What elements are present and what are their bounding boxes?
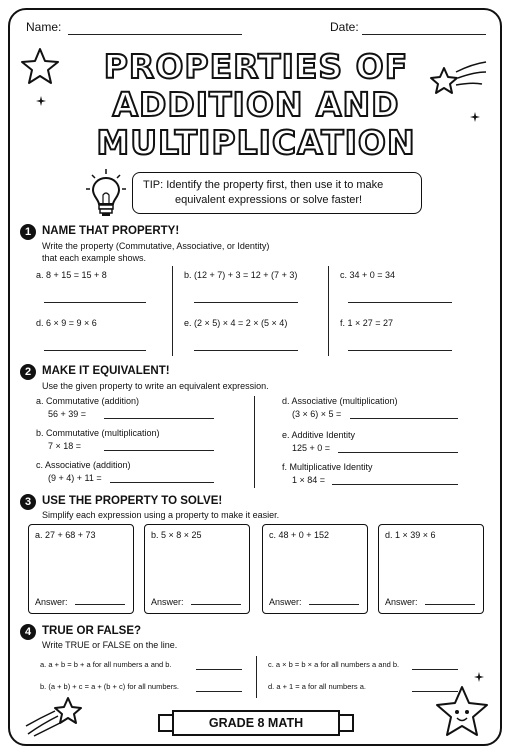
section-4-title: TRUE OR FALSE? xyxy=(42,625,142,637)
section-2-instructions: Use the given property to write an equivalent expression. xyxy=(42,381,269,391)
divider xyxy=(172,266,173,356)
answer-line-1e[interactable] xyxy=(194,350,298,351)
tip-box xyxy=(132,172,422,214)
work-box-3c[interactable] xyxy=(262,524,368,614)
tip-line-1: TIP: Identify the property first, then use it to make xyxy=(143,179,384,191)
sparkle-icon xyxy=(474,672,484,682)
tip-line-2: equivalent expressions or solve faster! xyxy=(175,194,363,206)
question-2e-label: e. Additive Identity xyxy=(282,430,356,440)
question-4a: a. a + b = b + a for all numbers a and b. xyxy=(40,660,172,669)
answer-line-1d[interactable] xyxy=(44,350,146,351)
answer-line-2e[interactable] xyxy=(338,452,458,453)
section-1-number: 1 xyxy=(20,224,36,240)
work-box-3b[interactable] xyxy=(144,524,250,614)
date-label: Date: xyxy=(330,20,359,34)
answer-line-2b[interactable] xyxy=(104,450,214,451)
sparkle-icon xyxy=(36,96,46,106)
section-1-instructions-2: that each example shows. xyxy=(42,253,147,263)
question-2e-expression: 125 + 0 = xyxy=(292,443,331,453)
question-2c-expression: (9 + 4) + 11 = xyxy=(48,473,102,483)
work-box-3a[interactable] xyxy=(28,524,134,614)
question-4b: b. (a + b) + c = a + (b + c) for all numbers. xyxy=(40,682,180,691)
title-line-3: MULTIPLICATION xyxy=(96,123,416,162)
answer-line-4b[interactable] xyxy=(196,691,242,692)
answer-line-2a[interactable] xyxy=(104,418,214,419)
answer-label: Answer: xyxy=(269,597,302,607)
answer-line-4a[interactable] xyxy=(196,669,242,670)
question-3a: a. 27 + 68 + 73 xyxy=(35,530,96,540)
question-2f-expression: 1 × 84 = xyxy=(292,475,326,485)
divider xyxy=(328,266,329,356)
answer-line-3b[interactable] xyxy=(191,604,241,605)
section-4-instructions: Write TRUE or FALSE on the line. xyxy=(42,640,178,650)
question-2a-label: a. Commutative (addition) xyxy=(36,396,140,406)
name-line[interactable] xyxy=(68,34,242,35)
answer-line-1f[interactable] xyxy=(348,350,452,351)
question-4c: c. a × b = b × a for all numbers a and b. xyxy=(268,660,400,669)
question-1c: c. 34 + 0 = 34 xyxy=(340,270,396,280)
answer-line-3c[interactable] xyxy=(309,604,359,605)
answer-line-3d[interactable] xyxy=(425,604,475,605)
question-3d: d. 1 × 39 × 6 xyxy=(385,530,436,540)
answer-label: Answer: xyxy=(151,597,184,607)
answer-line-2f[interactable] xyxy=(332,484,458,485)
answer-line-3a[interactable] xyxy=(75,604,125,605)
question-2b-expression: 7 × 18 = xyxy=(48,441,82,451)
date-line[interactable] xyxy=(362,34,486,35)
smiling-star-icon xyxy=(432,684,492,740)
answer-line-4c[interactable] xyxy=(412,669,458,670)
section-1-title: NAME THAT PROPERTY! xyxy=(42,225,180,237)
question-2d-expression: (3 × 6) × 5 = xyxy=(292,409,342,419)
answer-line-2d[interactable] xyxy=(350,418,458,419)
shooting-star-icon xyxy=(24,694,86,738)
answer-line-2c[interactable] xyxy=(110,482,214,483)
question-4d: d. a + 1 = a for all numbers a. xyxy=(268,682,366,691)
question-1b: b. (12 + 7) + 3 = 12 + (7 + 3) xyxy=(184,270,298,280)
section-4-number: 4 xyxy=(20,624,36,640)
section-3-title: USE THE PROPERTY TO SOLVE! xyxy=(42,495,223,507)
work-box-3d[interactable] xyxy=(378,524,484,614)
section-2-title: MAKE IT EQUIVALENT! xyxy=(42,365,170,377)
section-2-number: 2 xyxy=(20,364,36,380)
sparkle-icon xyxy=(470,112,480,122)
question-1a: a. 8 + 15 = 15 + 8 xyxy=(36,270,107,280)
divider xyxy=(256,656,257,698)
question-2b-label: b. Commutative (multiplication) xyxy=(36,428,160,438)
section-3-instructions: Simplify each expression using a property to make it easier. xyxy=(42,510,280,520)
answer-line-1b[interactable] xyxy=(194,302,298,303)
answer-label: Answer: xyxy=(385,597,418,607)
name-label: Name: xyxy=(26,20,62,34)
ribbon-end-right xyxy=(338,714,354,732)
question-2d-label: d. Associative (multiplication) xyxy=(282,396,398,406)
lightbulb-icon xyxy=(84,168,128,222)
divider xyxy=(254,396,255,488)
question-3b: b. 5 × 8 × 25 xyxy=(151,530,202,540)
answer-line-1c[interactable] xyxy=(348,302,452,303)
answer-line-1a[interactable] xyxy=(44,302,146,303)
star-left-icon xyxy=(18,46,62,86)
question-2f-label: f. Multiplicative Identity xyxy=(282,462,373,472)
question-1e: e. (2 × 5) × 4 = 2 × (5 × 4) xyxy=(184,318,288,328)
question-1f: f. 1 × 27 = 27 xyxy=(340,318,394,328)
question-2c-label: c. Associative (addition) xyxy=(36,460,131,470)
answer-label: Answer: xyxy=(35,597,68,607)
section-1-instructions: Write the property (Commutative, Associative, or Identity) xyxy=(42,241,270,251)
title-line-1: PROPERTIES OF xyxy=(103,47,409,86)
title-line-2: ADDITION AND xyxy=(112,85,400,124)
question-2a-expression: 56 + 39 = xyxy=(48,409,87,419)
section-3-number: 3 xyxy=(20,494,36,510)
question-1d: d. 6 × 9 = 9 × 6 xyxy=(36,318,97,328)
grade-banner: GRADE 8 MATH xyxy=(172,710,340,736)
question-3c: c. 48 + 0 + 152 xyxy=(269,530,330,540)
